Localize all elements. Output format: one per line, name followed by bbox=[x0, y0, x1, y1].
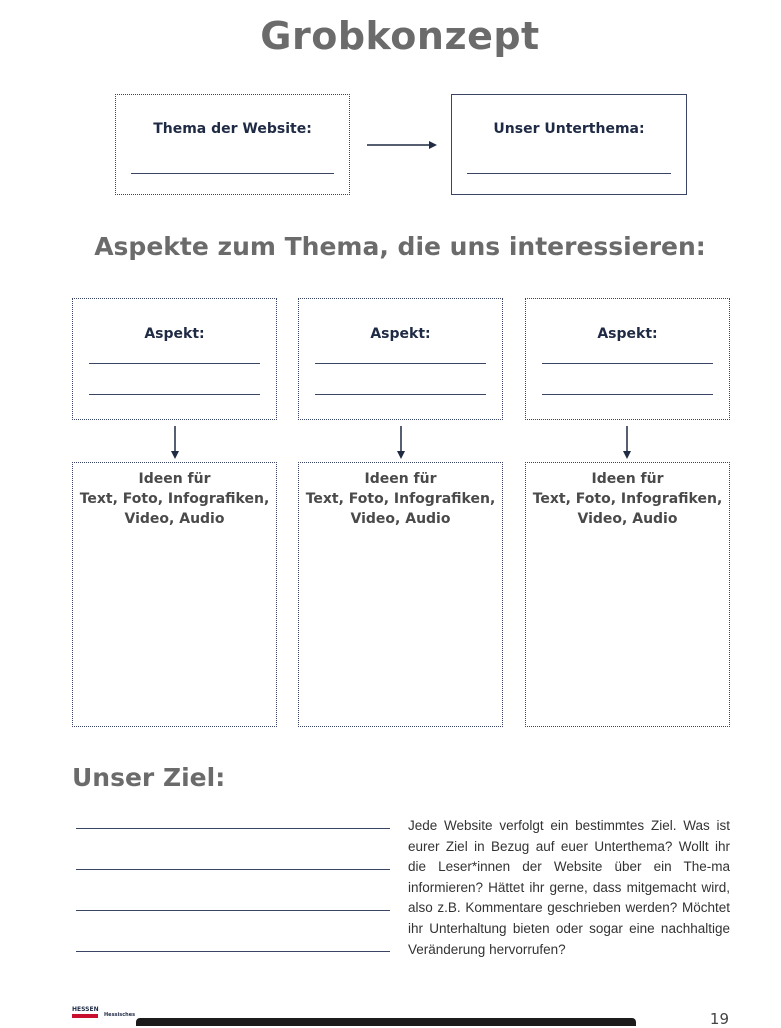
subtopic-label: Unser Unterthema: bbox=[493, 121, 645, 137]
goal-heading: Unser Ziel: bbox=[72, 763, 226, 792]
down-arrow-icon bbox=[395, 426, 407, 460]
home-indicator-bar bbox=[136, 1018, 636, 1026]
aspect-line[interactable] bbox=[315, 363, 486, 364]
goal-line[interactable] bbox=[76, 828, 390, 829]
goal-line[interactable] bbox=[76, 951, 390, 952]
ideas-label: Ideen für Text, Foto, Infografiken, Video, Audio bbox=[79, 471, 270, 527]
aspect-box bbox=[72, 298, 277, 420]
aspect-line[interactable] bbox=[542, 394, 713, 395]
ideas-box[interactable] bbox=[298, 462, 503, 727]
aspect-label: Aspekt: bbox=[597, 326, 658, 342]
right-arrow-icon bbox=[367, 138, 437, 152]
ideas-box[interactable] bbox=[72, 462, 277, 727]
website-topic-line[interactable] bbox=[131, 173, 334, 174]
down-arrow-icon bbox=[621, 426, 633, 460]
aspect-line[interactable] bbox=[89, 363, 260, 364]
down-arrow-icon bbox=[169, 426, 181, 460]
ideas-box[interactable] bbox=[525, 462, 730, 727]
aspect-label: Aspekt: bbox=[370, 326, 431, 342]
aspect-line[interactable] bbox=[542, 363, 713, 364]
hessen-logo: HESSEN Hessisches bbox=[72, 1006, 136, 1018]
aspect-box bbox=[525, 298, 730, 420]
aspect-line[interactable] bbox=[315, 394, 486, 395]
ideas-label: Ideen für Text, Foto, Infografiken, Video, Audio bbox=[305, 471, 496, 527]
aspect-box bbox=[298, 298, 503, 420]
page-title: Grobkonzept bbox=[260, 14, 540, 58]
subtopic-box bbox=[451, 94, 687, 195]
ideas-label: Ideen für Text, Foto, Infografiken, Video, Audio bbox=[532, 471, 723, 527]
goal-line[interactable] bbox=[76, 910, 390, 911]
website-topic-box bbox=[115, 94, 350, 195]
aspect-line[interactable] bbox=[89, 394, 260, 395]
subtopic-line[interactable] bbox=[467, 173, 671, 174]
goal-description: Jede Website verfolgt ein bestimmtes Ziel. Was ist eurer Ziel in Bezug auf euer Unterthema? Wollt ihr die Leser*innen der Website über ein The-ma informieren? Hättet ihr gerne, dass mitgemacht wird, also z.B. Kommentare geschrieben werden? Möchtet ihr Unterhaltung bieten oder sogar eine nachhaltige Veränderung hervorrufen? bbox=[408, 818, 730, 957]
goal-line[interactable] bbox=[76, 869, 390, 870]
aspect-label: Aspekt: bbox=[144, 326, 205, 342]
website-topic-label: Thema der Website: bbox=[153, 121, 312, 137]
aspects-heading: Aspekte zum Thema, die uns interessieren: bbox=[94, 232, 706, 261]
page-number: 19 bbox=[709, 1010, 729, 1028]
